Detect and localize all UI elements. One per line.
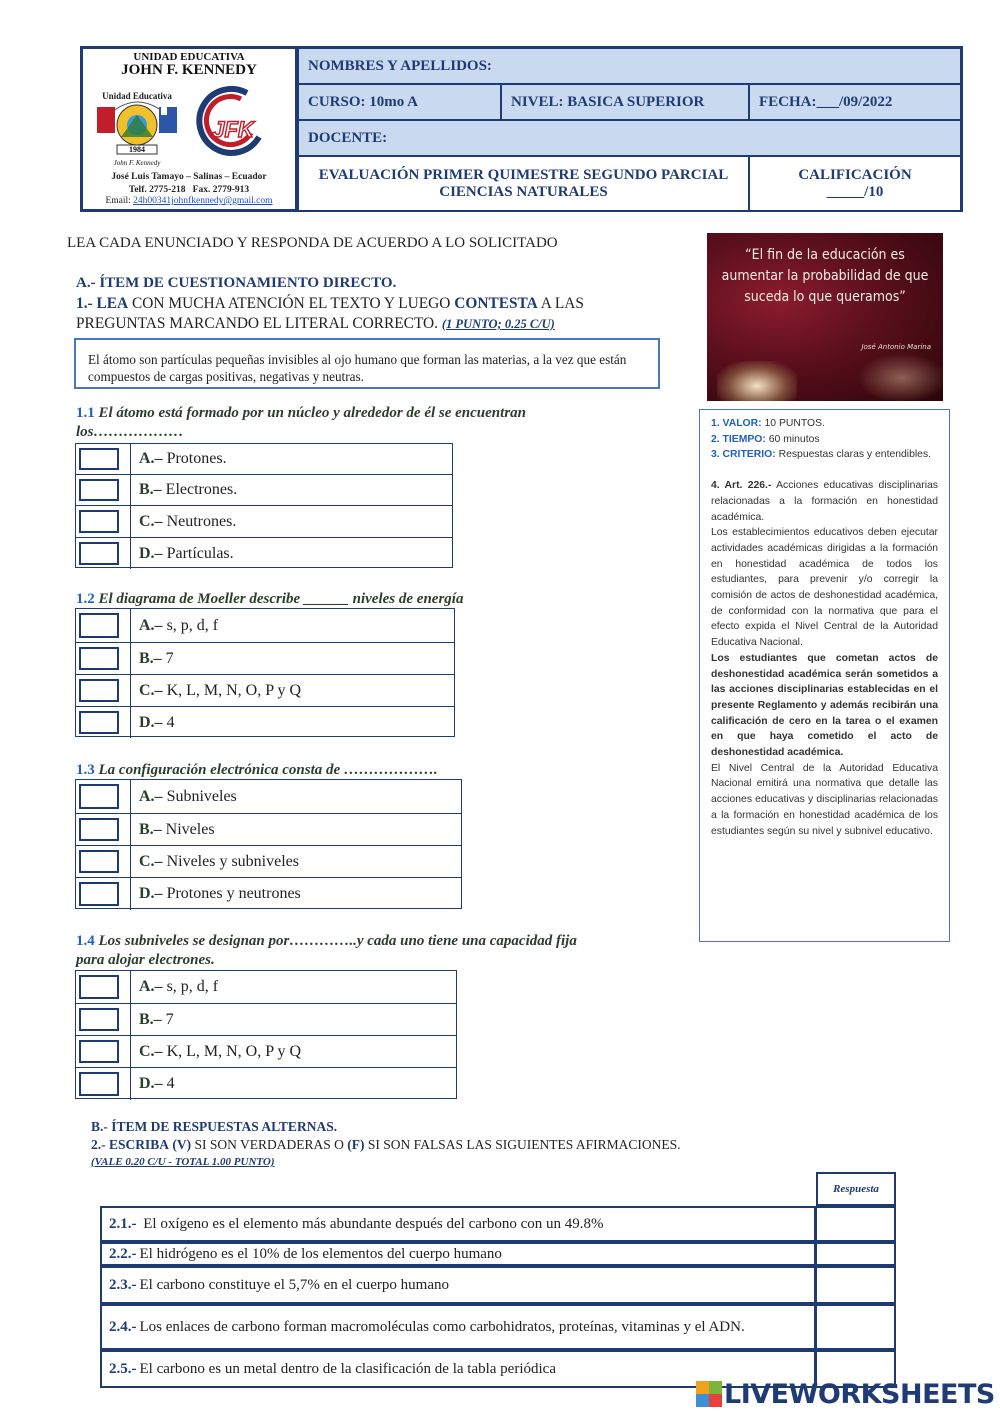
- rule-article: [711, 478, 938, 525]
- email-link[interactable]: 24h00341johnfkennedy@gmail.com: [133, 196, 273, 206]
- answer-checkbox[interactable]: [79, 1040, 119, 1063]
- option-row: [76, 538, 452, 569]
- time-label: 2. TIEMPO:: [711, 433, 766, 445]
- question-text-cont: para alojar electrones.: [76, 952, 215, 968]
- quote-author: José Antonio Marina: [861, 343, 931, 351]
- option-label: s, p, d, f: [166, 616, 219, 634]
- quote-image: [707, 233, 943, 401]
- statement-row: [100, 1304, 816, 1350]
- answer-checkbox[interactable]: [79, 479, 119, 501]
- question-3-prompt: [76, 761, 676, 780]
- teacher-label: DOCENTE:: [308, 129, 388, 146]
- option-letter: A.–: [139, 616, 163, 634]
- statement-text: El carbono es un metal dentro de la clasificación de la tabla periódica: [139, 1360, 556, 1377]
- option-row: [76, 846, 461, 878]
- answer-checkbox[interactable]: [79, 448, 119, 470]
- question-1-prompt: [76, 404, 676, 442]
- option-text: [139, 538, 234, 569]
- answer-checkbox[interactable]: [79, 647, 119, 670]
- question-number: 1.1: [76, 405, 95, 421]
- column-divider: [130, 780, 131, 813]
- option-text: [139, 780, 237, 813]
- liveworksheets-logo-icon: [696, 1381, 722, 1407]
- option-letter: B.–: [139, 1010, 162, 1028]
- column-divider: [130, 506, 131, 537]
- column-divider: [130, 609, 131, 642]
- emblem-arc-text: Unidad Educativa: [102, 91, 172, 101]
- option-letter: B.–: [139, 820, 162, 838]
- value-text: 10 PUNTOS.: [764, 418, 825, 429]
- option-row: [76, 1068, 456, 1100]
- option-text: [139, 971, 218, 1003]
- option-letter: C.–: [139, 852, 163, 870]
- option-text: [139, 1036, 301, 1067]
- section-a-title: A.- ÍTEM DE CUESTIONAMIENTO DIRECTO.: [76, 275, 397, 291]
- statement-text: El carbono constituye el 5,7% en el cuerpo humano: [139, 1276, 449, 1293]
- option-letter: D.–: [139, 1075, 163, 1092]
- column-divider: [130, 643, 131, 674]
- option-row: [76, 643, 454, 675]
- section-a-instruction: [76, 294, 696, 334]
- option-row: [76, 675, 454, 707]
- statement-number: 2.5.-: [109, 1360, 137, 1377]
- option-label: s, p, d, f: [166, 978, 219, 995]
- option-letter: D.–: [139, 713, 163, 731]
- option-label: Protones.: [166, 450, 227, 467]
- instr-num: 1.-: [76, 295, 93, 312]
- option-row: [76, 444, 452, 475]
- b-instr-end: SI SON FALSAS LAS SIGUIENTES AFIRMACIONES.: [367, 1137, 681, 1152]
- option-label: 4: [166, 713, 175, 731]
- option-label: Protones y neutrones: [166, 885, 301, 902]
- option-text: [139, 643, 174, 674]
- school-email-line: [83, 196, 295, 206]
- jfk-logo-text: JFK: [212, 117, 254, 142]
- column-divider: [130, 444, 131, 474]
- option-row: [76, 609, 454, 643]
- column-divider: [130, 538, 131, 569]
- option-letter: A.–: [139, 978, 163, 995]
- option-row: [76, 780, 461, 814]
- answer-checkbox[interactable]: [79, 882, 119, 906]
- question-text: El átomo está formado por un núcleo y alrededor de él se encuentran: [98, 405, 526, 421]
- column-divider: [130, 1036, 131, 1067]
- b-instr-v: (V): [172, 1137, 192, 1152]
- option-letter: C.–: [139, 681, 163, 699]
- option-row: [76, 707, 454, 738]
- emblem-year: 1984: [129, 145, 145, 154]
- option-text: [139, 506, 236, 537]
- level-cell: [500, 83, 750, 121]
- option-label: 7: [165, 649, 174, 667]
- article-para1: Los establecimientos educativos deben ejecutar actividades académicas dirigidas a la formación en honestidad académica de todos los estudiantes, para prevenir y/o corregir la comisión de actos de deshonestidad académica, de conformidad con la normativa que para el efecto expida el Nivel Central de la Autoridad Educativa Nacional.: [711, 527, 938, 649]
- evaluation-title-cell: [297, 155, 750, 212]
- column-divider: [130, 846, 131, 877]
- option-row: [76, 1004, 456, 1036]
- column-divider: [130, 1004, 131, 1035]
- option-letter: C.–: [139, 512, 163, 530]
- statement-row: [100, 1242, 816, 1266]
- option-label: Niveles: [165, 820, 215, 838]
- option-row: [76, 814, 461, 846]
- grade-field[interactable]: _____/10: [826, 183, 884, 200]
- option-letter: C.–: [139, 1042, 163, 1060]
- statement-content: [109, 1276, 449, 1295]
- option-letter: B.–: [139, 649, 162, 667]
- emblem-motto: John F. Kennedy: [113, 159, 161, 167]
- b-instr-f: (F): [347, 1137, 365, 1152]
- option-text: [139, 475, 237, 505]
- school-phones: Telf. 2775-218 Fax. 2779-913: [128, 185, 250, 195]
- statement-content: [109, 1360, 556, 1379]
- option-text: [139, 707, 175, 738]
- statement-number: 2.4.-: [109, 1318, 137, 1335]
- option-text: [139, 878, 301, 910]
- rule-criteria: [711, 447, 938, 463]
- answer-input[interactable]: [816, 1304, 896, 1350]
- reading-passage: [74, 338, 660, 389]
- option-text: [139, 846, 299, 877]
- course-label: CURSO: 10mo A: [308, 93, 419, 110]
- quote-text: “El fin de la educación es aumentar la probabilidad de que suceda lo que queramos”: [721, 247, 929, 305]
- rule-time: [711, 432, 938, 448]
- question-2-prompt: [76, 590, 676, 609]
- article-text: Acciones educativas disciplinarias relacionadas a la formación en honestidad académica.: [711, 480, 938, 523]
- statement-text: El oxígeno es el elemento más abundante después del carbono con un 49.8%: [139, 1215, 604, 1232]
- grade-label: CALIFICACIÓN: [798, 166, 912, 183]
- date-field[interactable]: [748, 83, 962, 121]
- column-divider: [130, 971, 131, 1003]
- option-letter: D.–: [139, 885, 163, 902]
- option-label: K, L, M, N, O, P y Q: [166, 681, 302, 699]
- option-row: [76, 971, 456, 1004]
- names-field[interactable]: [297, 47, 962, 85]
- question-4-options: [75, 970, 457, 1099]
- answer-checkbox[interactable]: [79, 711, 119, 734]
- date-label: FECHA:___/09/2022: [759, 93, 893, 110]
- instr-end: A LAS: [540, 295, 584, 312]
- criteria-label: 3. CRITERIO:: [711, 449, 776, 461]
- question-number: 1.4: [76, 933, 95, 949]
- b-instr-mid: SI SON VERDADERAS O: [194, 1137, 344, 1152]
- rules-panel: [699, 409, 950, 942]
- statement-number: 2.2.-: [109, 1245, 137, 1262]
- statement-text: Los enlaces de carbono forman macromoléculas como carbohidratos, proteínas, vitaminas y el ADN.: [139, 1318, 745, 1335]
- article-para3: El Nivel Central de la Autoridad Educativa Nacional emitirá una normativa que detalle las acciones educativas y disciplinarias relacionadas a la formación en honestidad académica de los estudiantes según su nivel y subnivel educativo.: [711, 762, 938, 837]
- course-cell: [297, 83, 502, 121]
- instr-points: (1 PUNTO; 0.25 C/U): [441, 317, 555, 331]
- question-number: 1.3: [76, 762, 95, 778]
- answer-checkbox[interactable]: [79, 975, 119, 999]
- statement-number: 2.1.-: [109, 1215, 137, 1232]
- column-divider: [130, 1068, 131, 1100]
- option-letter: A.–: [139, 450, 163, 467]
- school-name-line2: JOHN F. KENNEDY: [121, 62, 257, 78]
- answer-checkbox[interactable]: [79, 1008, 119, 1031]
- column-divider: [130, 475, 131, 505]
- answer-header: Respuesta: [833, 1183, 879, 1195]
- answer-checkbox[interactable]: [79, 679, 119, 702]
- liveworksheets-watermark: [696, 1377, 995, 1411]
- section-b-instruction: [91, 1137, 680, 1153]
- option-label: Neutrones.: [166, 512, 237, 530]
- option-text: [139, 444, 227, 474]
- option-text: [139, 1068, 175, 1100]
- answer-checkbox[interactable]: [79, 613, 119, 638]
- statement-number: 2.3.-: [109, 1276, 137, 1293]
- teacher-field[interactable]: [297, 119, 962, 157]
- answer-input[interactable]: [816, 1266, 896, 1304]
- instr-contesta: CONTESTA: [454, 295, 538, 312]
- option-row: [76, 506, 452, 538]
- evaluation-title: EVALUACIÓN PRIMER QUIMESTRE SEGUNDO PARCIAL: [318, 166, 729, 183]
- general-instruction: LEA CADA ENUNCIADO Y RESPONDA DE ACUERDO A LO SOLICITADO: [67, 235, 558, 251]
- column-divider: [130, 707, 131, 738]
- passage-text: El átomo son partículas pequeñas invisibles al ojo humano que forman las materias, a la vez que están compuestos de cargas positivas, negativas y neutras.: [88, 352, 627, 384]
- instr-lea: LEA: [96, 295, 129, 312]
- option-text: [139, 609, 218, 642]
- question-2-options: [75, 608, 455, 737]
- rule-value: [711, 416, 938, 432]
- question-number: 1.2: [76, 591, 95, 607]
- email-label: Email:: [105, 196, 131, 206]
- school-logo-cell: [83, 49, 297, 209]
- option-label: Subniveles: [166, 787, 237, 805]
- option-letter: A.–: [139, 787, 163, 805]
- level-label: NIVEL: BASICA SUPERIOR: [511, 93, 705, 110]
- section-b-title: B.- ÍTEM DE RESPUESTAS ALTERNAS.: [91, 1119, 338, 1134]
- question-1-options: [75, 443, 453, 568]
- statement-row: [100, 1206, 816, 1242]
- answer-checkbox[interactable]: [79, 784, 119, 809]
- question-text: El diagrama de Moeller describe ______ niveles de energía: [98, 591, 464, 607]
- option-label: Partículas.: [166, 544, 234, 562]
- question-text: La configuración electrónica consta de ……………….: [98, 762, 438, 778]
- answer-checkbox[interactable]: [79, 510, 119, 533]
- question-text: Los subniveles se designan por…………..y cada uno tiene una capacidad fija: [98, 933, 577, 949]
- instr-line2: PREGUNTAS MARCANDO EL LITERAL CORRECTO.: [76, 315, 439, 332]
- section-b-points: (VALE 0.20 C/U - TOTAL 1.00 PUNTO): [91, 1156, 275, 1168]
- grade-cell: [748, 155, 962, 212]
- option-text: [139, 1004, 174, 1035]
- answer-input[interactable]: [816, 1242, 896, 1266]
- answer-checkbox[interactable]: [79, 542, 119, 565]
- column-divider: [130, 878, 131, 910]
- option-label: K, L, M, N, O, P y Q: [166, 1042, 302, 1060]
- statement-content: [109, 1245, 502, 1264]
- article-label: 4. Art. 226.-: [711, 480, 772, 492]
- option-letter: D.–: [139, 544, 163, 562]
- b-instr-num: 2.- ESCRIBA: [91, 1137, 170, 1152]
- answer-checkbox[interactable]: [79, 1072, 119, 1096]
- option-text: [139, 675, 301, 706]
- article-para2: Los estudiantes que cometan actos de deshonestidad académica serán sometidos a las acciones disciplinarias establecidas en el presente Reglamento y además recibirán una calificación de cero en la tarea o el examen en que haya cometido el acto de deshonestidad académica.: [711, 652, 938, 759]
- answer-header-cell: [816, 1172, 896, 1206]
- watermark-text: LIVEWORKSHEETS: [724, 1378, 995, 1410]
- statement-text: El hidrógeno es el 10% de los elementos del cuerpo humano: [139, 1245, 502, 1262]
- option-letter: B.–: [139, 481, 162, 498]
- time-text: 60 minutos: [768, 433, 820, 445]
- question-3-options: [75, 779, 462, 909]
- option-row: [76, 475, 452, 506]
- answer-input[interactable]: [816, 1206, 896, 1242]
- statement-content: [109, 1318, 745, 1337]
- column-divider: [130, 675, 131, 706]
- option-text: [139, 814, 215, 845]
- column-divider: [130, 814, 131, 845]
- statement-content: [109, 1215, 604, 1234]
- option-row: [76, 1036, 456, 1068]
- question-text-cont: los………………: [76, 424, 184, 440]
- option-row: [76, 878, 461, 910]
- answer-checkbox[interactable]: [79, 850, 119, 873]
- answer-checkbox[interactable]: [79, 818, 119, 841]
- option-label: 4: [166, 1075, 175, 1092]
- school-emblem: [91, 85, 183, 171]
- option-label: Niveles y subniveles: [166, 852, 299, 870]
- option-label: Electrones.: [165, 481, 238, 498]
- jfk-logo: [189, 85, 269, 165]
- value-label: 1. VALOR:: [711, 418, 762, 429]
- school-address: José Luis Tamayo – Salinas – Ecuador: [111, 172, 267, 182]
- statement-row: [100, 1266, 816, 1304]
- instr-mid: CON MUCHA ATENCIÓN EL TEXTO Y LUEGO: [132, 295, 451, 312]
- criteria-text: Respuestas claras y entendibles.: [778, 449, 932, 461]
- names-label: NOMBRES Y APELLIDOS:: [308, 57, 492, 74]
- evaluation-subject: CIENCIAS NATURALES: [439, 183, 608, 200]
- option-label: 7: [165, 1010, 174, 1028]
- question-4-prompt: [76, 932, 676, 970]
- school-name-line1: UNIDAD EDUCATIVA: [133, 51, 245, 63]
